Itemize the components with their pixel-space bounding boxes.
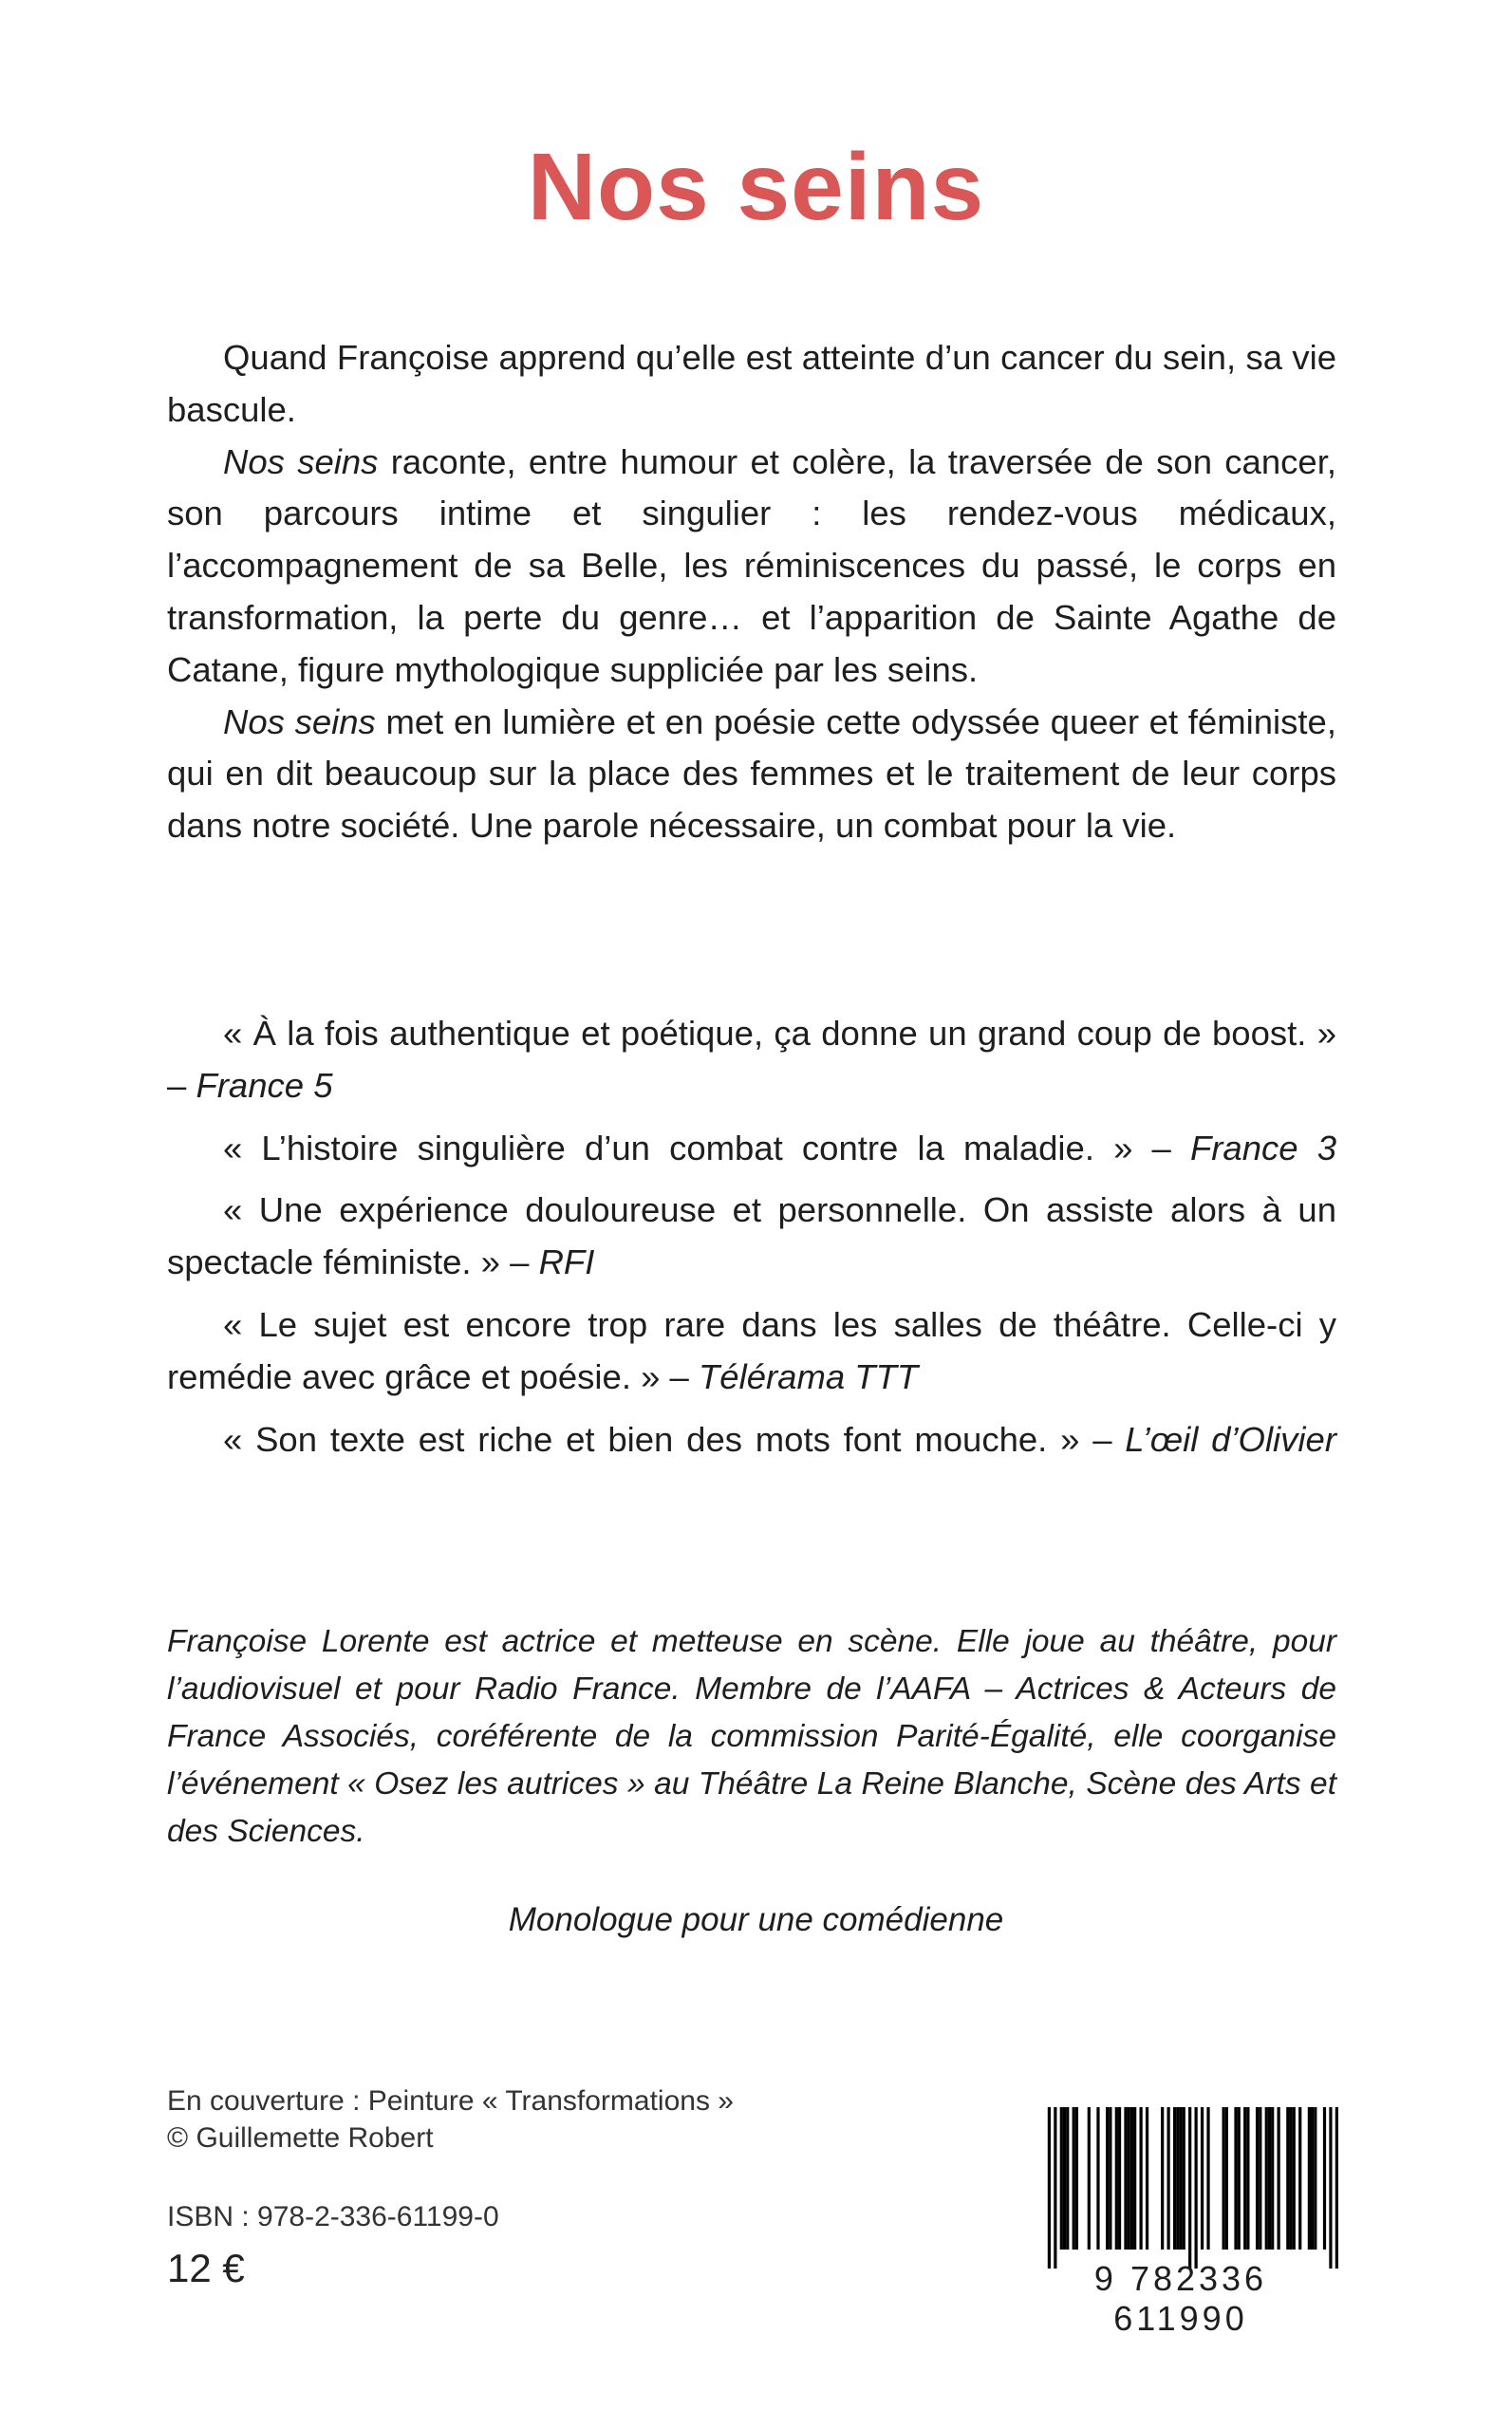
cover-credit: En couverture : Peinture « Transformations » — [167, 2085, 734, 2117]
paragraph-text: met en lumière et en poésie cette odyssée queer et féministe, qui en dit beaucoup sur la place des femmes et le traitement de leur corps dans notre société. Une parole nécessaire, un combat pour la vie. — [167, 701, 1336, 846]
barcode-bar — [1183, 2107, 1185, 2250]
barcode-bar — [1048, 2107, 1051, 2269]
barcode-bar — [1256, 2107, 1259, 2250]
quote-source: France 3 — [1189, 1128, 1336, 1167]
barcode-digits: 9 782336 611990 — [1093, 2259, 1268, 2338]
barcode-bar — [1271, 2107, 1274, 2250]
barcode-bar — [1314, 2107, 1316, 2250]
barcode-bar — [1246, 2107, 1249, 2250]
barcode-bar — [1133, 2107, 1136, 2250]
title-ref: Nos seins — [223, 701, 376, 741]
barcode-bar — [1106, 2107, 1109, 2250]
barcode-bar — [1308, 2107, 1311, 2250]
press-quote — [167, 1414, 1336, 1466]
barcode-bar — [1176, 2107, 1179, 2250]
barcode-bar — [1173, 2107, 1176, 2250]
author-name: Françoise Lorente — [167, 1624, 430, 1659]
quote-source: L’œil d’Olivier — [1125, 1419, 1336, 1459]
barcode-bar — [1223, 2107, 1225, 2250]
barcode-bar — [1243, 2107, 1246, 2250]
barcode-bar — [1289, 2107, 1292, 2250]
paragraph-text: raconte, entre humour et colère, la traversée de son cancer, son parcours intime et singulier : les rendez-vous médicaux, l’accompagnement de sa Belle, les réminiscences du passé, le corps en transformation, la perte du genre… et l’apparition de Sainte Agathe de Catane, figure mythologique suppliciée par les seins. — [167, 441, 1336, 689]
barcode-bar — [1238, 2107, 1241, 2250]
synopsis-paragraph-1: Quand Françoise apprend qu’elle est atteinte d’un cancer du sein, sa vie bascule. — [167, 338, 1336, 429]
barcode-bar — [1179, 2107, 1182, 2250]
barcode-bar — [1329, 2107, 1332, 2269]
barcode-bar — [1073, 2107, 1075, 2250]
barcode-bar — [1139, 2107, 1142, 2250]
synopsis-paragraph-2 — [167, 437, 1336, 697]
barcode-bar — [1311, 2107, 1314, 2250]
quote-source: Télérama TTT — [699, 1356, 919, 1396]
barcode-bar — [1265, 2107, 1268, 2250]
barcode-bar — [1063, 2107, 1066, 2250]
barcode-bar — [1088, 2107, 1091, 2250]
quote-text: « Une expérience douloureuse et personnelle. On assiste alors à un spectacle féministe. » – — [167, 1190, 1336, 1282]
barcode-bar — [1201, 2107, 1204, 2250]
barcode-bars — [1023, 2107, 1338, 2269]
barcode-bar — [1278, 2107, 1280, 2250]
barcode-bar — [1206, 2107, 1209, 2250]
barcode-bar — [1060, 2107, 1063, 2250]
quote-text: « L’histoire singulière d’un combat contre la maladie. » – — [223, 1128, 1190, 1167]
barcode-bar — [1075, 2107, 1078, 2250]
barcode-bar — [1161, 2107, 1164, 2250]
barcode-bar — [1268, 2107, 1271, 2250]
barcode-bar — [1225, 2107, 1228, 2250]
book-title: Nos seins — [527, 134, 985, 240]
press-quote — [167, 1123, 1336, 1175]
synopsis-paragraph-3 — [167, 697, 1336, 852]
isbn: ISBN : 978-2-336-61199-0 — [167, 2201, 499, 2232]
bio-paragraph — [167, 1618, 1336, 1856]
barcode-bar — [1096, 2107, 1099, 2250]
cover-copyright: © Guillemette Robert — [167, 2122, 434, 2154]
barcode-bar — [1195, 2107, 1198, 2269]
barcode-bar — [1054, 2107, 1056, 2269]
barcode-bar — [1335, 2107, 1338, 2269]
barcode-bar — [1146, 2107, 1148, 2250]
quote-source: France 5 — [196, 1065, 333, 1105]
barcode-bar — [1293, 2107, 1296, 2250]
quote-source: RFI — [538, 1242, 595, 1282]
author-bio — [167, 1618, 1336, 1856]
barcode-bar — [1118, 2107, 1121, 2250]
press-quote — [167, 1299, 1336, 1404]
price: 12 € — [167, 2246, 245, 2290]
barcode-bar — [1124, 2107, 1127, 2250]
quote-text: « Son texte est riche et bien des mots font mouche. » – — [223, 1419, 1126, 1459]
quote-text: « À la fois authentique et poétique, ça donne un grand coup de boost. » – — [167, 1014, 1336, 1105]
barcode-bar — [1066, 2107, 1069, 2250]
synopsis — [167, 332, 1336, 852]
genre-label: Monologue pour une comédienne — [508, 1901, 1004, 1938]
barcode-bar — [1286, 2107, 1289, 2250]
bio-text: est actrice et metteuse en scène. Elle joue au théâtre, pour l’audiovisuel et pour Radio France. Membre de l’AAFA – Actrices & Acteurs de France Associés, coréférente de la commission Parité-Égalité, elle coorganise l’événement « Osez les autrices » au Théâtre La Reine Blanche, Scène des Arts et des Sciences. — [167, 1624, 1336, 1849]
barcode-bar — [1109, 2107, 1111, 2250]
barcode-bar — [1130, 2107, 1133, 2250]
barcode-bar — [1188, 2107, 1191, 2269]
quote-text: « Le sujet est encore trop rare dans les salles de théâtre. Celle-ci y remédie avec grâce et poésie. » – — [167, 1304, 1336, 1396]
press-quote — [167, 1008, 1336, 1112]
title-ref: Nos seins — [223, 441, 379, 481]
barcode-bar — [1128, 2107, 1130, 2250]
barcode-bar — [1115, 2107, 1118, 2250]
press-quotes — [167, 1008, 1336, 1476]
barcode-bar — [1167, 2107, 1169, 2250]
barcode-bar — [1298, 2107, 1301, 2250]
barcode — [1023, 2107, 1338, 2338]
press-quote — [167, 1185, 1336, 1289]
barcode-bar — [1323, 2107, 1326, 2250]
barcode-bar — [1234, 2107, 1237, 2250]
barcode-bar — [1259, 2107, 1261, 2250]
